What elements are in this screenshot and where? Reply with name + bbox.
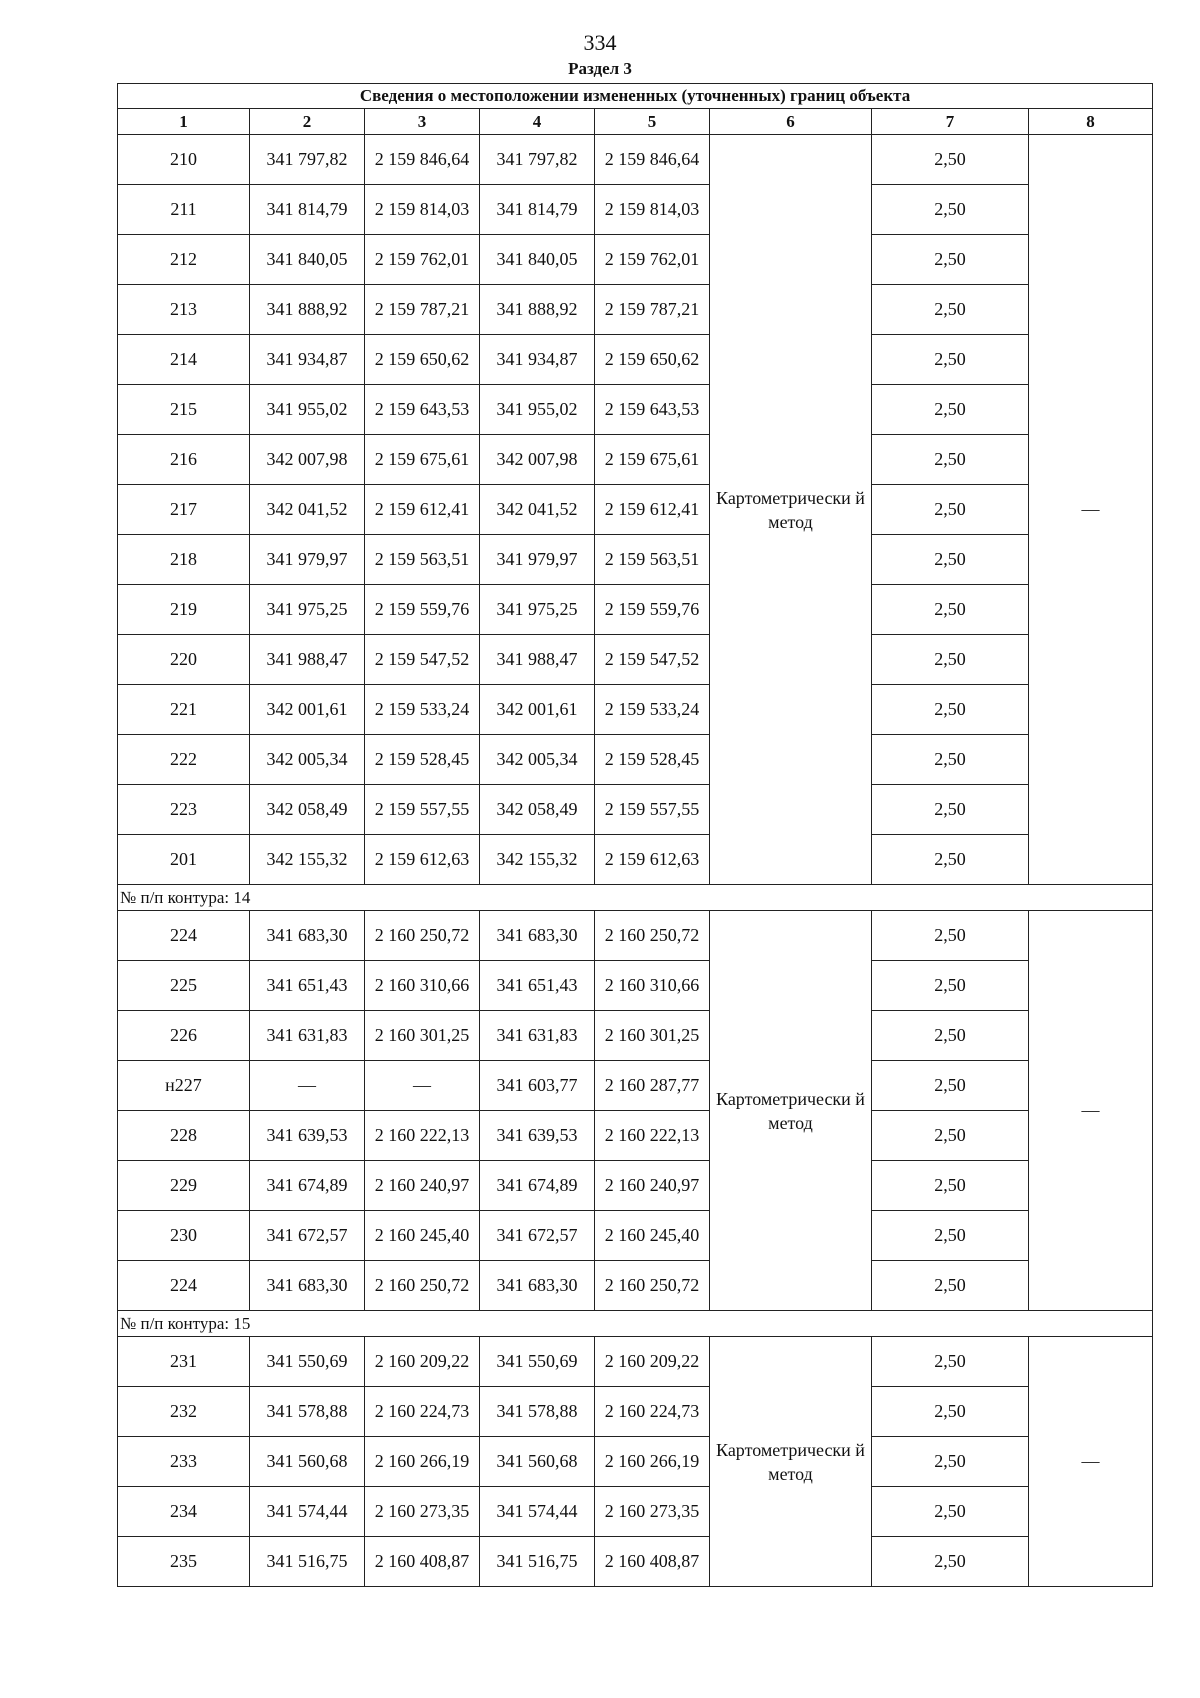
y-new-cell: 2 160 310,66: [595, 961, 710, 1011]
table-row: [118, 911, 1153, 961]
column-number: 7: [872, 109, 1029, 135]
x-new-cell: 342 041,52: [480, 485, 595, 535]
column-numbers-row: [118, 109, 1153, 135]
x-new-cell: 341 814,79: [480, 185, 595, 235]
table-row: [118, 1437, 1153, 1487]
y-new-cell: 2 160 408,87: [595, 1537, 710, 1587]
x-existing-cell: 341 888,92: [250, 285, 365, 335]
table-row: [118, 435, 1153, 485]
accuracy-cell: 2,50: [872, 961, 1029, 1011]
y-existing-cell: 2 159 643,53: [365, 385, 480, 435]
y-new-cell: 2 160 245,40: [595, 1211, 710, 1261]
y-new-cell: 2 160 250,72: [595, 911, 710, 961]
x-new-cell: 341 955,02: [480, 385, 595, 435]
y-new-cell: 2 159 762,01: [595, 235, 710, 285]
point-number-cell: 219: [118, 585, 250, 635]
y-existing-cell: 2 160 250,72: [365, 1261, 480, 1311]
x-new-cell: 341 603,77: [480, 1061, 595, 1111]
contour-header-row: [118, 885, 1153, 911]
table-row: [118, 235, 1153, 285]
point-number-cell: 211: [118, 185, 250, 235]
accuracy-cell: 2,50: [872, 1261, 1029, 1311]
table-row: [118, 835, 1153, 885]
y-existing-cell: 2 159 612,41: [365, 485, 480, 535]
y-new-cell: 2 159 675,61: [595, 435, 710, 485]
x-existing-cell: 341 674,89: [250, 1161, 365, 1211]
y-new-cell: 2 159 846,64: [595, 135, 710, 185]
x-new-cell: 342 005,34: [480, 735, 595, 785]
contour-label: № п/п контура: 15: [118, 1311, 1153, 1337]
y-new-cell: 2 159 643,53: [595, 385, 710, 435]
point-number-cell: 214: [118, 335, 250, 385]
y-new-cell: 2 160 266,19: [595, 1437, 710, 1487]
x-existing-cell: 341 840,05: [250, 235, 365, 285]
x-existing-cell: 342 005,34: [250, 735, 365, 785]
accuracy-cell: 2,50: [872, 735, 1029, 785]
table-row: [118, 1261, 1153, 1311]
column-number: 3: [365, 109, 480, 135]
point-number-cell: 210: [118, 135, 250, 185]
accuracy-cell: 2,50: [872, 635, 1029, 685]
table-row: [118, 1537, 1153, 1587]
x-existing-cell: 342 058,49: [250, 785, 365, 835]
x-new-cell: 341 631,83: [480, 1011, 595, 1061]
table-row: [118, 335, 1153, 385]
x-existing-cell: 341 651,43: [250, 961, 365, 1011]
contour-label: № п/п контура: 14: [118, 885, 1153, 911]
table-row: [118, 385, 1153, 435]
y-new-cell: 2 159 563,51: [595, 535, 710, 585]
x-new-cell: 341 674,89: [480, 1161, 595, 1211]
table-row: [118, 535, 1153, 585]
x-existing-cell: 341 672,57: [250, 1211, 365, 1261]
point-number-cell: 222: [118, 735, 250, 785]
table-row: [118, 1111, 1153, 1161]
y-existing-cell: 2 160 245,40: [365, 1211, 480, 1261]
x-existing-cell: 341 975,25: [250, 585, 365, 635]
col8-cell: —: [1029, 1337, 1153, 1587]
x-new-cell: 341 672,57: [480, 1211, 595, 1261]
y-new-cell: 2 159 559,76: [595, 585, 710, 635]
column-number: 4: [480, 109, 595, 135]
y-existing-cell: 2 160 250,72: [365, 911, 480, 961]
table-row: [118, 1061, 1153, 1111]
table-row: [118, 1487, 1153, 1537]
y-new-cell: 2 159 650,62: [595, 335, 710, 385]
x-new-cell: 341 797,82: [480, 135, 595, 185]
x-existing-cell: 341 683,30: [250, 911, 365, 961]
x-new-cell: 341 840,05: [480, 235, 595, 285]
col8-cell: —: [1029, 135, 1153, 885]
table-row: [118, 185, 1153, 235]
x-existing-cell: 341 988,47: [250, 635, 365, 685]
y-new-cell: 2 159 787,21: [595, 285, 710, 335]
point-number-cell: 216: [118, 435, 250, 485]
y-new-cell: 2 160 209,22: [595, 1337, 710, 1387]
table-caption: Сведения о местоположении измененных (уточненных) границ объекта: [118, 84, 1153, 109]
y-existing-cell: 2 159 612,63: [365, 835, 480, 885]
x-new-cell: 341 683,30: [480, 1261, 595, 1311]
x-new-cell: 342 007,98: [480, 435, 595, 485]
page-number: 334: [583, 30, 617, 55]
y-new-cell: 2 159 533,24: [595, 685, 710, 735]
x-existing-cell: 342 007,98: [250, 435, 365, 485]
y-new-cell: 2 159 612,41: [595, 485, 710, 535]
y-existing-cell: —: [365, 1061, 480, 1111]
x-existing-cell: 341 516,75: [250, 1537, 365, 1587]
y-existing-cell: 2 160 240,97: [365, 1161, 480, 1211]
accuracy-cell: 2,50: [872, 1111, 1029, 1161]
accuracy-cell: 2,50: [872, 535, 1029, 585]
accuracy-cell: 2,50: [872, 385, 1029, 435]
x-existing-cell: 341 631,83: [250, 1011, 365, 1061]
point-number-cell: 231: [118, 1337, 250, 1387]
point-number-cell: 215: [118, 385, 250, 435]
x-new-cell: 341 979,97: [480, 535, 595, 585]
accuracy-cell: 2,50: [872, 911, 1029, 961]
table-row: [118, 685, 1153, 735]
point-number-cell: 220: [118, 635, 250, 685]
table-row: [118, 285, 1153, 335]
x-existing-cell: 341 550,69: [250, 1337, 365, 1387]
y-existing-cell: 2 159 787,21: [365, 285, 480, 335]
accuracy-cell: 2,50: [872, 335, 1029, 385]
x-existing-cell: 341 934,87: [250, 335, 365, 385]
method-cell: Картометрически й метод: [710, 1337, 872, 1587]
table-row: [118, 1337, 1153, 1387]
y-existing-cell: 2 159 528,45: [365, 735, 480, 785]
boundary-table: [117, 83, 1153, 1587]
x-new-cell: 342 155,32: [480, 835, 595, 885]
point-number-cell: 230: [118, 1211, 250, 1261]
accuracy-cell: 2,50: [872, 585, 1029, 635]
x-existing-cell: 341 578,88: [250, 1387, 365, 1437]
table-row: [118, 735, 1153, 785]
method-cell: Картометрически й метод: [710, 911, 872, 1311]
y-existing-cell: 2 160 222,13: [365, 1111, 480, 1161]
accuracy-cell: 2,50: [872, 1161, 1029, 1211]
y-existing-cell: 2 159 563,51: [365, 535, 480, 585]
accuracy-cell: 2,50: [872, 1387, 1029, 1437]
accuracy-cell: 2,50: [872, 685, 1029, 735]
x-existing-cell: —: [250, 1061, 365, 1111]
y-existing-cell: 2 159 547,52: [365, 635, 480, 685]
y-existing-cell: 2 159 559,76: [365, 585, 480, 635]
point-number-cell: 232: [118, 1387, 250, 1437]
x-new-cell: 341 578,88: [480, 1387, 595, 1437]
method-cell: Картометрически й метод: [710, 135, 872, 885]
point-number-cell: н227: [118, 1061, 250, 1111]
y-new-cell: 2 159 528,45: [595, 735, 710, 785]
y-existing-cell: 2 160 408,87: [365, 1537, 480, 1587]
x-new-cell: 341 975,25: [480, 585, 595, 635]
x-new-cell: 341 516,75: [480, 1537, 595, 1587]
x-new-cell: 341 550,69: [480, 1337, 595, 1387]
x-new-cell: 341 639,53: [480, 1111, 595, 1161]
column-number: 8: [1029, 109, 1153, 135]
x-existing-cell: 342 041,52: [250, 485, 365, 535]
point-number-cell: 201: [118, 835, 250, 885]
column-number: 1: [118, 109, 250, 135]
point-number-cell: 224: [118, 1261, 250, 1311]
section-title: Раздел 3: [568, 59, 632, 78]
x-new-cell: 342 001,61: [480, 685, 595, 735]
y-existing-cell: 2 159 650,62: [365, 335, 480, 385]
x-new-cell: 341 988,47: [480, 635, 595, 685]
contour-header-row: [118, 1311, 1153, 1337]
y-new-cell: 2 159 547,52: [595, 635, 710, 685]
x-new-cell: 341 888,92: [480, 285, 595, 335]
x-existing-cell: 341 797,82: [250, 135, 365, 185]
accuracy-cell: 2,50: [872, 285, 1029, 335]
y-new-cell: 2 160 240,97: [595, 1161, 710, 1211]
table-row: [118, 1211, 1153, 1261]
x-new-cell: 341 934,87: [480, 335, 595, 385]
accuracy-cell: 2,50: [872, 785, 1029, 835]
accuracy-cell: 2,50: [872, 485, 1029, 535]
accuracy-cell: 2,50: [872, 1437, 1029, 1487]
col8-cell: —: [1029, 911, 1153, 1311]
y-new-cell: 2 160 273,35: [595, 1487, 710, 1537]
y-new-cell: 2 159 557,55: [595, 785, 710, 835]
y-new-cell: 2 160 250,72: [595, 1261, 710, 1311]
table-row: [118, 1161, 1153, 1211]
y-new-cell: 2 160 224,73: [595, 1387, 710, 1437]
y-new-cell: 2 159 612,63: [595, 835, 710, 885]
y-new-cell: 2 160 301,25: [595, 1011, 710, 1061]
x-existing-cell: 341 979,97: [250, 535, 365, 585]
x-existing-cell: 341 814,79: [250, 185, 365, 235]
table-row: [118, 961, 1153, 1011]
accuracy-cell: 2,50: [872, 185, 1029, 235]
x-existing-cell: 341 955,02: [250, 385, 365, 435]
point-number-cell: 229: [118, 1161, 250, 1211]
point-number-cell: 235: [118, 1537, 250, 1587]
y-existing-cell: 2 160 273,35: [365, 1487, 480, 1537]
x-existing-cell: 341 560,68: [250, 1437, 365, 1487]
accuracy-cell: 2,50: [872, 235, 1029, 285]
accuracy-cell: 2,50: [872, 1487, 1029, 1537]
y-existing-cell: 2 160 266,19: [365, 1437, 480, 1487]
x-existing-cell: 341 574,44: [250, 1487, 365, 1537]
x-new-cell: 341 683,30: [480, 911, 595, 961]
y-existing-cell: 2 160 301,25: [365, 1011, 480, 1061]
table-row: [118, 1011, 1153, 1061]
point-number-cell: 217: [118, 485, 250, 535]
point-number-cell: 225: [118, 961, 250, 1011]
table-row: [118, 1387, 1153, 1437]
y-existing-cell: 2 159 814,03: [365, 185, 480, 235]
column-number: 6: [710, 109, 872, 135]
x-new-cell: 341 560,68: [480, 1437, 595, 1487]
accuracy-cell: 2,50: [872, 1537, 1029, 1587]
x-new-cell: 341 574,44: [480, 1487, 595, 1537]
accuracy-cell: 2,50: [872, 435, 1029, 485]
table-row: [118, 585, 1153, 635]
point-number-cell: 226: [118, 1011, 250, 1061]
column-number: 2: [250, 109, 365, 135]
table-row: [118, 635, 1153, 685]
table-row: [118, 485, 1153, 535]
y-new-cell: 2 160 222,13: [595, 1111, 710, 1161]
accuracy-cell: 2,50: [872, 1061, 1029, 1111]
y-existing-cell: 2 159 533,24: [365, 685, 480, 735]
x-new-cell: 342 058,49: [480, 785, 595, 835]
y-existing-cell: 2 160 224,73: [365, 1387, 480, 1437]
table-caption-row: [118, 84, 1153, 109]
accuracy-cell: 2,50: [872, 135, 1029, 185]
x-existing-cell: 341 683,30: [250, 1261, 365, 1311]
y-existing-cell: 2 159 557,55: [365, 785, 480, 835]
y-existing-cell: 2 159 846,64: [365, 135, 480, 185]
point-number-cell: 234: [118, 1487, 250, 1537]
accuracy-cell: 2,50: [872, 1011, 1029, 1061]
x-existing-cell: 342 155,32: [250, 835, 365, 885]
point-number-cell: 212: [118, 235, 250, 285]
point-number-cell: 221: [118, 685, 250, 735]
point-number-cell: 233: [118, 1437, 250, 1487]
accuracy-cell: 2,50: [872, 1211, 1029, 1261]
table-row: [118, 785, 1153, 835]
y-existing-cell: 2 159 762,01: [365, 235, 480, 285]
x-existing-cell: 341 639,53: [250, 1111, 365, 1161]
y-existing-cell: 2 160 209,22: [365, 1337, 480, 1387]
point-number-cell: 218: [118, 535, 250, 585]
y-existing-cell: 2 160 310,66: [365, 961, 480, 1011]
x-new-cell: 341 651,43: [480, 961, 595, 1011]
column-number: 5: [595, 109, 710, 135]
point-number-cell: 213: [118, 285, 250, 335]
point-number-cell: 228: [118, 1111, 250, 1161]
accuracy-cell: 2,50: [872, 835, 1029, 885]
accuracy-cell: 2,50: [872, 1337, 1029, 1387]
table-row: [118, 135, 1153, 185]
y-new-cell: 2 159 814,03: [595, 185, 710, 235]
x-existing-cell: 342 001,61: [250, 685, 365, 735]
table-body: [118, 84, 1153, 1587]
point-number-cell: 223: [118, 785, 250, 835]
y-existing-cell: 2 159 675,61: [365, 435, 480, 485]
point-number-cell: 224: [118, 911, 250, 961]
y-new-cell: 2 160 287,77: [595, 1061, 710, 1111]
